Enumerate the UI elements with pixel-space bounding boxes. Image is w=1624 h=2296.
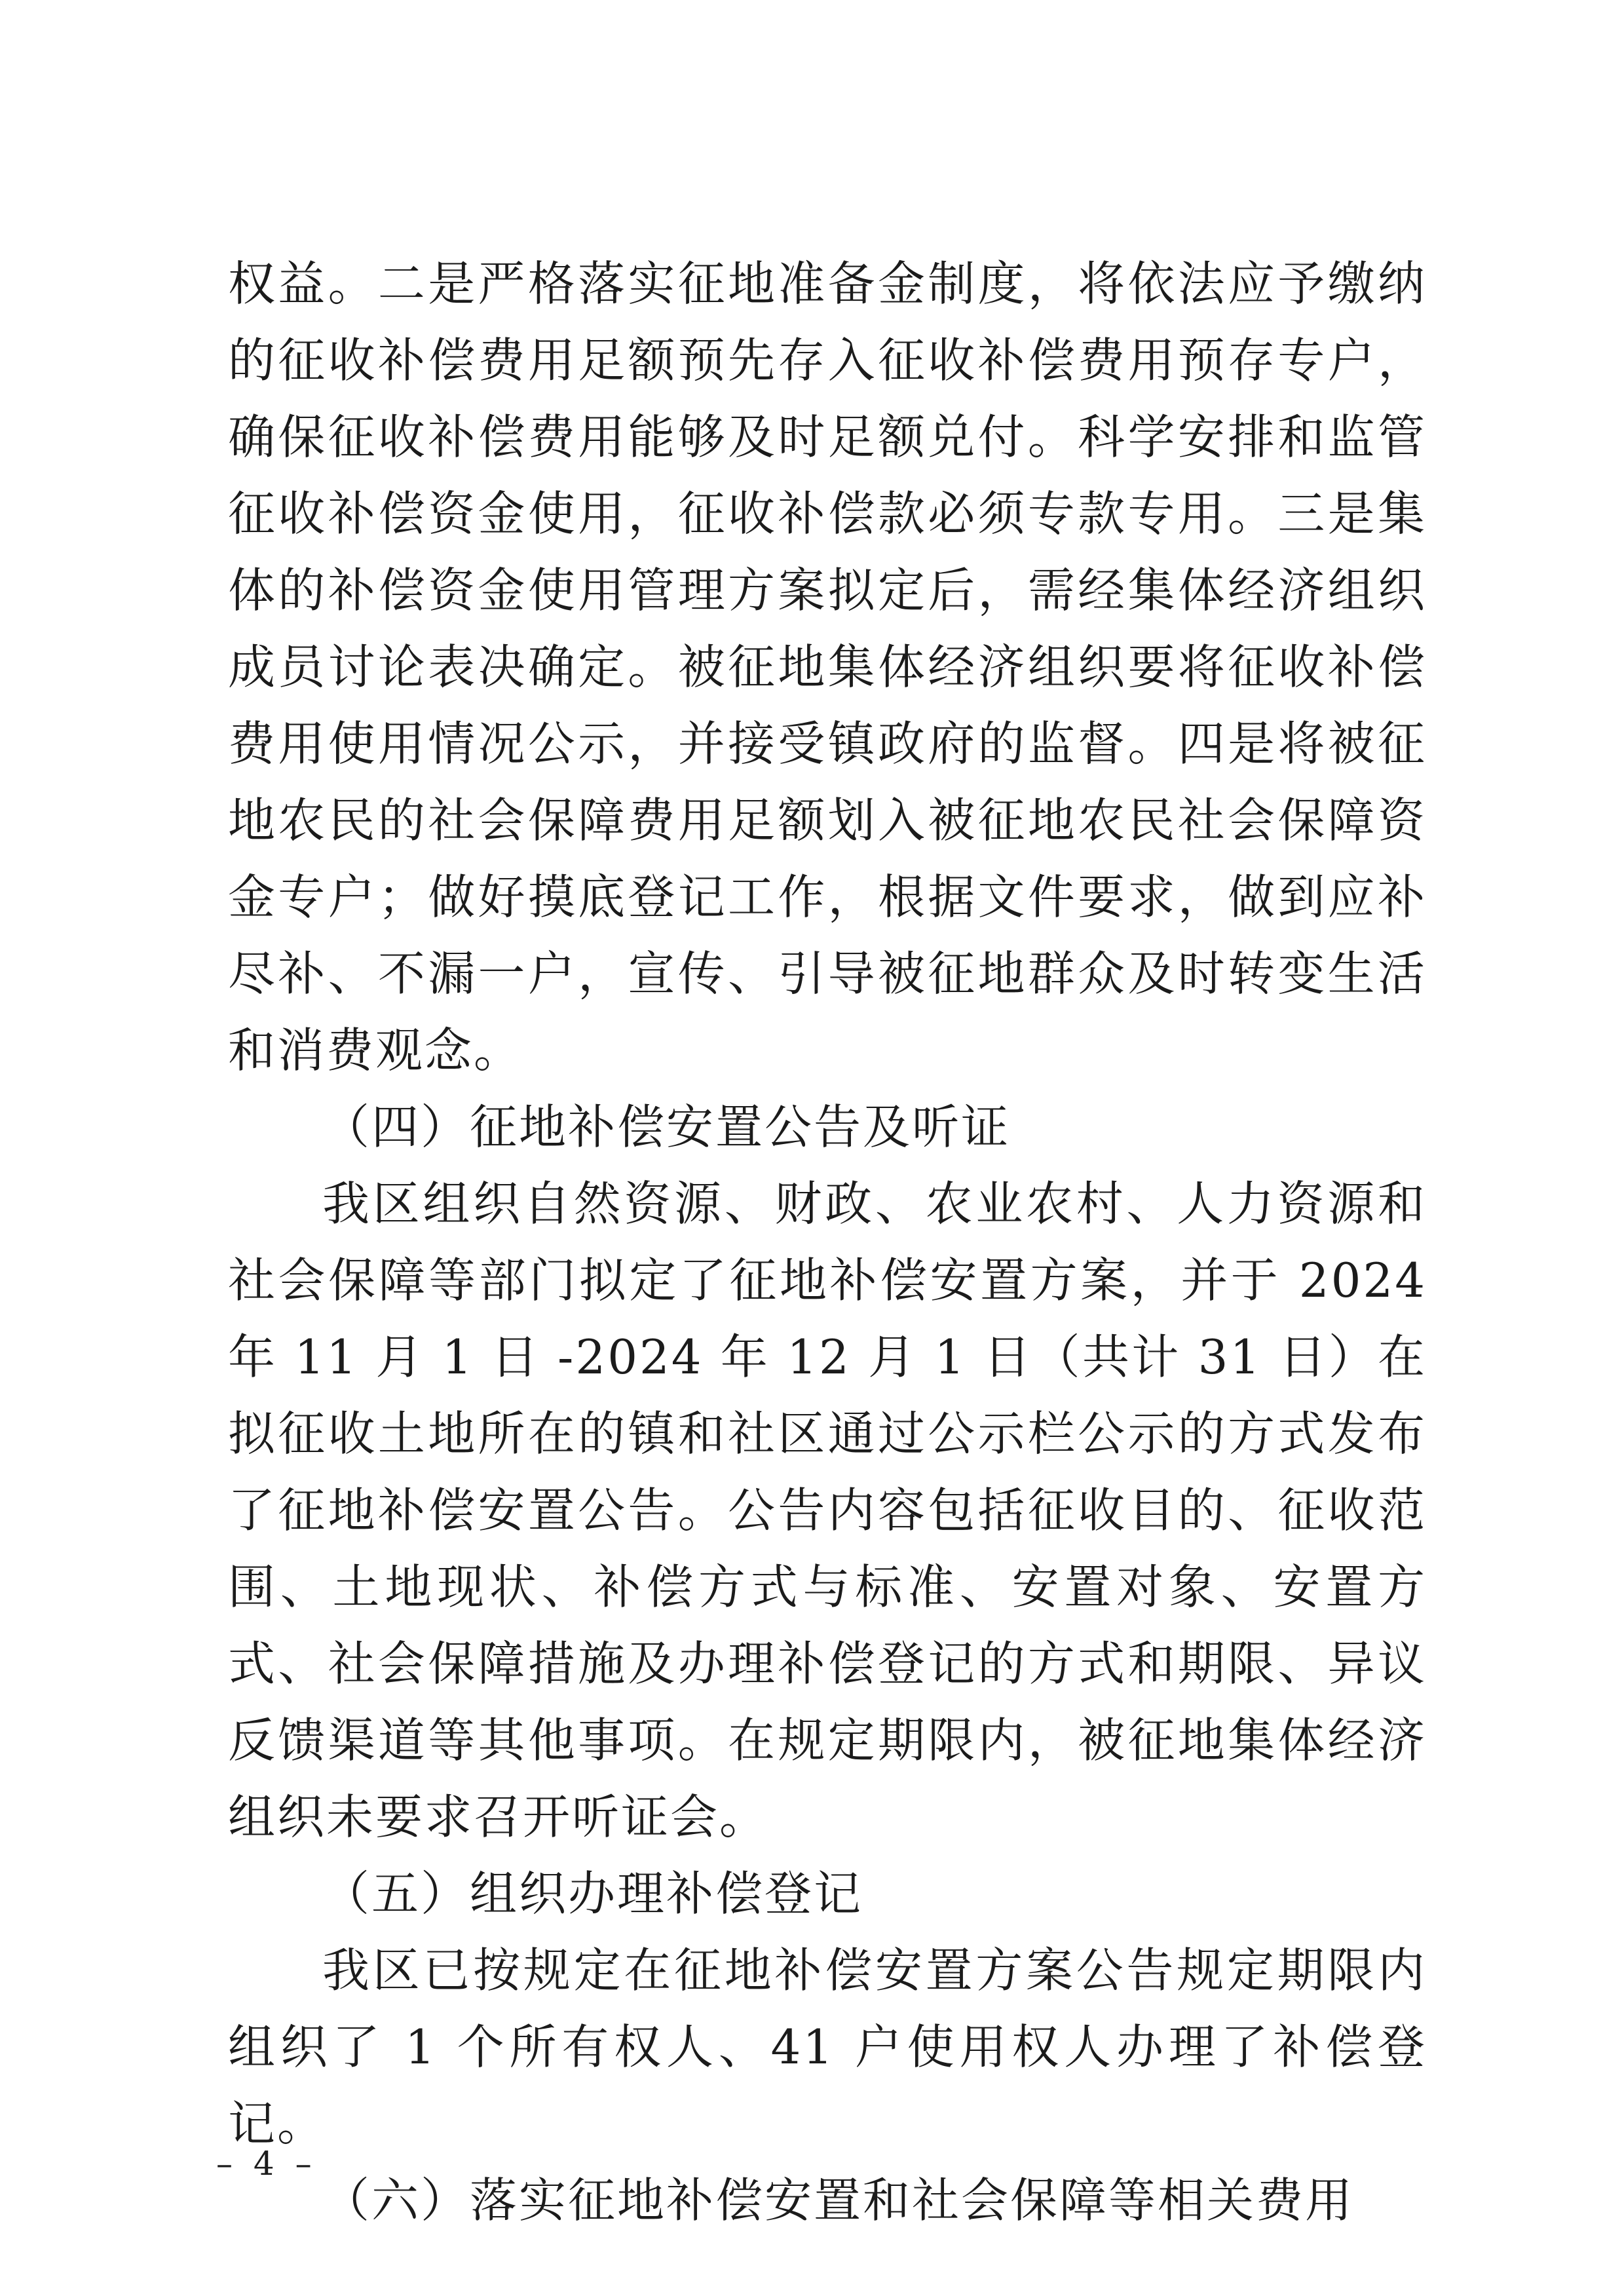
section-heading-announcement: （四）征地补偿安置公告及听证 <box>322 1100 1011 1155</box>
section-heading-registration: （五）组织办理补偿登记 <box>322 1866 863 1921</box>
section-heading-fees: （六）落实征地补偿安置和社会保障等相关费用 <box>322 2173 1355 2228</box>
paragraph-announcement: 我区组织自然资源、财政、农业农村、人力资源和社会保障等部门拟定了征地补偿安置方案，并于 2024 年 11 月 1 日 -2024 年 12 月 1 日（共计 31 日）在拟征收土地所在的镇和社区通过公示栏公示的方式发布了征地补偿安置公告。公告内容包括征收目的、征收范围、土地现状、补偿方式与标准、安置对象、安置方式、社会保障措施及办理补偿登记的方式和期限、异议反馈渠道等其他事项。在规定期限内，被征地集体经济组织未要求召开听证会。 <box>228 1176 1427 1845</box>
document-body <box>228 246 1427 2239</box>
page-number: – 4 – <box>216 2145 317 2183</box>
paragraph-rights-and-funds: 权益。二是严格落实征地准备金制度，将依法应予缴纳的征收补偿费用足额预先存入征收补偿费用预存专户，确保征收补偿费用能够及时足额兑付。科学安排和监管征收补偿资金使用，征收补偿款必须专款专用。三是集体的补偿资金使用管理方案拟定后，需经集体经济组织成员讨论表决确定。被征地集体经济组织要将征收补偿费用使用情况公示，并接受镇政府的监督。四是将被征地农民的社会保障费用足额划入被征地农民社会保障资金专户；做好摸底登记工作，根据文件要求，做到应补尽补、不漏一户，宣传、引导被征地群众及时转变生活和消费观念。 <box>228 256 1427 1078</box>
paragraph-registration: 我区已按规定在征地补偿安置方案公告规定期限内组织了 1 个所有权人、41 户使用权人办理了补偿登记。 <box>228 1943 1427 2151</box>
